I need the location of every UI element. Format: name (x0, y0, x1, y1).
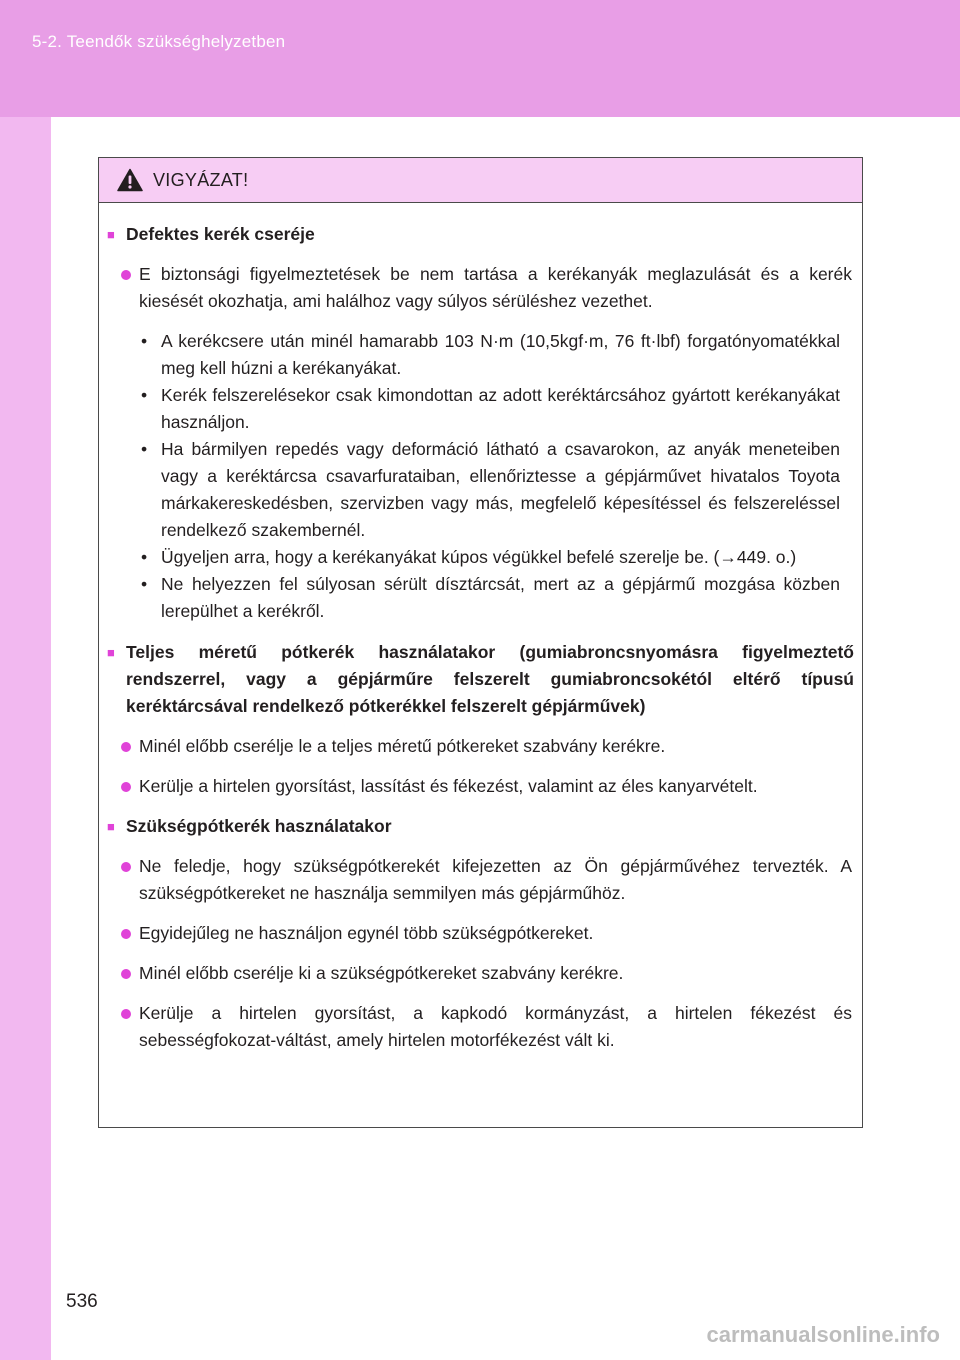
side-band (0, 117, 51, 1360)
bullet-item: Egyidejűleg ne használjon egynél több szükségpótkereket. (121, 920, 854, 947)
square-bullet-icon: ■ (107, 645, 115, 660)
header-band (0, 0, 960, 117)
sub-bullet-icon: • (141, 331, 148, 351)
caution-title: VIGYÁZAT! (153, 169, 249, 190)
bullet-dot-icon (121, 969, 131, 979)
section-heading: ■ Defektes kerék cseréje (107, 221, 854, 248)
page-number: 536 (66, 1291, 98, 1312)
caution-body (99, 203, 862, 1054)
bullet-dot-icon (121, 782, 131, 792)
square-bullet-icon: ■ (107, 819, 115, 834)
caution-box (98, 157, 863, 1128)
sub-item: • Ha bármilyen repedés vagy deformáció látható a csavarokon, az anyák meneteiben vagy a keréktárcsa csavarfurataiban, ellenőriztesse a gépjárművet hivatalos Toyota márkakereskedésben, szervizben vagy más, megfelelő képesítéssel és felszereléssel rendelkező szakembernél. (139, 436, 840, 544)
bullet-item: E biztonsági figyelmeztetések be nem tartása a kerékanyák meglazulását és a kerék kiesését okozhatja, ami halálhoz vagy súlyos sérüléshez vezethet. (121, 261, 854, 315)
bullet-dot-icon (121, 862, 131, 872)
bullet-dot-icon (121, 929, 131, 939)
sub-bullet-icon: • (141, 385, 148, 405)
section-heading: ■ Szükségpótkerék használatakor (107, 813, 854, 840)
bullet-item: Kerülje a hirtelen gyorsítást, lassítást és fékezést, valamint az éles kanyarvételt. (121, 773, 854, 800)
section-heading: ■ Teljes méretű pótkerék használatakor (gumiabroncsnyomásra figyelmeztető rendszerrel, vagy a gépjárműre felszerelt gumiabroncsokétól eltérő típusú keréktárcsával rendelkező pótkerékkel felszerelt gépjárművek) (107, 639, 854, 720)
sub-item: • Ügyeljen arra, hogy a kerékanyákat kúpos végükkel befelé szerelje be. (→449. o.) (139, 544, 840, 571)
bullet-item: Kerülje a hirtelen gyorsítást, a kapkodó kormányzást, a hirtelen fékezést és sebességfokozat-váltást, amely hirtelen motorfékezést vált ki. (121, 1000, 854, 1054)
watermark: carmanualsonline.info (706, 1322, 940, 1347)
sub-item: • A kerékcsere után minél hamarabb 103 N·m (10,5kgf·m, 76 ft·lbf) forgatónyomatékkal meg kell húzni a kerékanyákat. (139, 328, 840, 382)
square-bullet-icon: ■ (107, 227, 115, 242)
warning-icon (117, 168, 143, 192)
sub-bullet-icon: • (141, 439, 148, 459)
sub-bullet-icon: • (141, 574, 148, 594)
bullet-item: Ne feledje, hogy szükségpótkerekét kifejezetten az Ön gépjárművéhez tervezték. A szükségpótkereket ne használja semmilyen más gépjárműhöz. (121, 853, 854, 907)
bullet-dot-icon (121, 1009, 131, 1019)
sub-bullet-icon: • (141, 547, 148, 567)
bullet-item: Minél előbb cserélje ki a szükségpótkereket szabvány kerékre. (121, 960, 854, 987)
bullet-dot-icon (121, 742, 131, 752)
sub-item: • Ne helyezzen fel súlyosan sérült dísztárcsát, mert az a gépjármű mozgása közben lerepülhet a kerékről. (139, 571, 840, 625)
bullet-dot-icon (121, 270, 131, 280)
sub-item: • Kerék felszerelésekor csak kimondottan az adott keréktárcsához gyártott kerékanyákat használjon. (139, 382, 840, 436)
bullet-item: Minél előbb cserélje le a teljes méretű pótkereket szabvány kerékre. (121, 733, 854, 760)
section-title: 5-2. Teendők szükséghelyzetben (32, 32, 286, 51)
caution-header (99, 158, 862, 203)
